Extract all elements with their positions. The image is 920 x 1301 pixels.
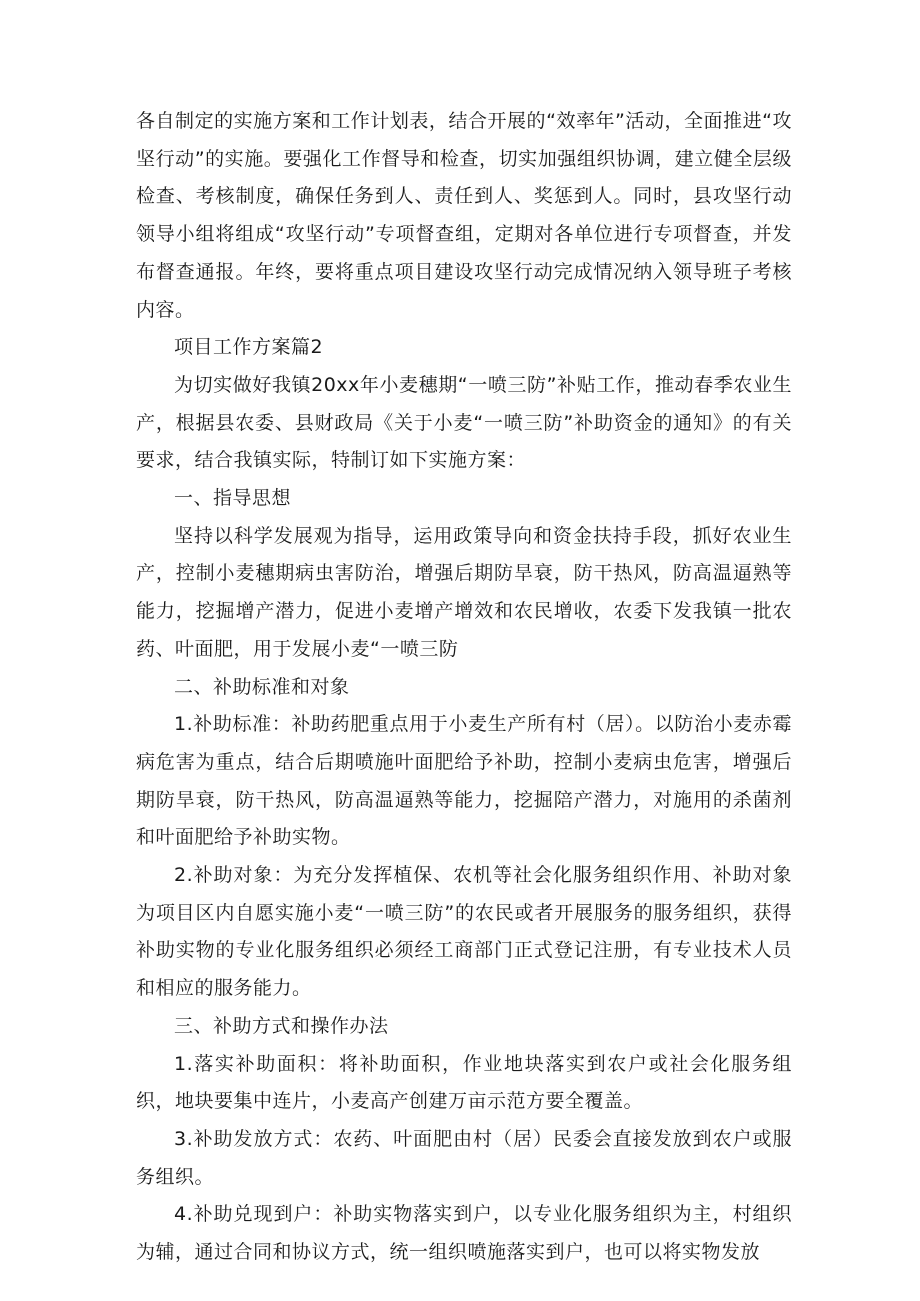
paragraph-subsidy-to-household: 4.补助兑现到户：补助实物落实到户，以专业化服务组织为主，村组织为辅，通过合同和协议方式，统一组织喷施落实到户，也可以将实物发放 — [136, 1203, 792, 1264]
paragraph-1: 各自制定的实施方案和工作计划表，结合开展的“效率年”活动，全面推进“攻坚行动”的实施。要强化工作督导和检查，切实加强组织协调，建立健全层级检查、考核制度，确保任务到人、责任到人、奖惩到人。同时，县攻坚行动领导小组将组成“攻坚行动”专项督查组，定期对各单位进行专项督查，并发布督查通报。年终，要将重点项目建设攻坚行动完成情况纳入领导班子考核内容。 — [136, 110, 792, 321]
paragraph-intro: 为切实做好我镇20xx年小麦穗期“一喷三防”补贴工作，推动春季农业生产，根据县农委、县财政局《关于小麦“一喷三防”补助资金的通知》的有关要求，结合我镇实际，特制订如下实施方案： — [136, 373, 792, 472]
section-title: 项目工作方案篇2 — [174, 336, 324, 359]
heading-subsidy-method: 三、补助方式和操作办法 — [174, 1014, 389, 1037]
paragraph-guiding-ideology: 坚持以科学发展观为指导，运用政策导向和资金扶持手段，抓好农业生产，控制小麦穗期病虫害防治，增强后期防旱衰，防干热风，防高温逼熟等能力，挖掘增产潜力，促进小麦增产增效和农民增收，农委下发我镇一批农药、叶面肥，用于发展小麦“一喷三防 — [136, 524, 792, 660]
paragraph-subsidy-area: 1.落实补助面积：将补助面积，作业地块落实到农户或社会化服务组织，地块要集中连片，小麦高产创建万亩示范方要全覆盖。 — [136, 1052, 792, 1113]
document-page — [136, 103, 792, 1272]
heading-guiding-ideology: 一、指导思想 — [174, 487, 292, 510]
paragraph-subsidy-distribution: 3.补助发放方式：农药、叶面肥由村（居）民委会直接发放到农户或服务组织。 — [136, 1127, 792, 1188]
heading-subsidy-standard: 二、补助标准和对象 — [174, 675, 350, 698]
paragraph-subsidy-standard: 1.补助标准：补助药肥重点用于小麦生产所有村（居）。以防治小麦赤霉病危害为重点，结合后期喷施叶面肥给予补助，控制小麦病虫危害，增强后期防旱衰，防干热风，防高温逼熟等能力，挖掘陪产潜力，对施用的杀菌剂和叶面肥给予补助实物。 — [136, 713, 792, 849]
paragraph-subsidy-target: 2.补助对象：为充分发挥植保、农机等社会化服务组织作用、补助对象为项目区内自愿实施小麦“一喷三防”的农民或者开展服务的服务组织，获得补助实物的专业化服务组织必须经工商部门正式登记注册，有专业技术人员和相应的服务能力。 — [136, 864, 792, 1000]
